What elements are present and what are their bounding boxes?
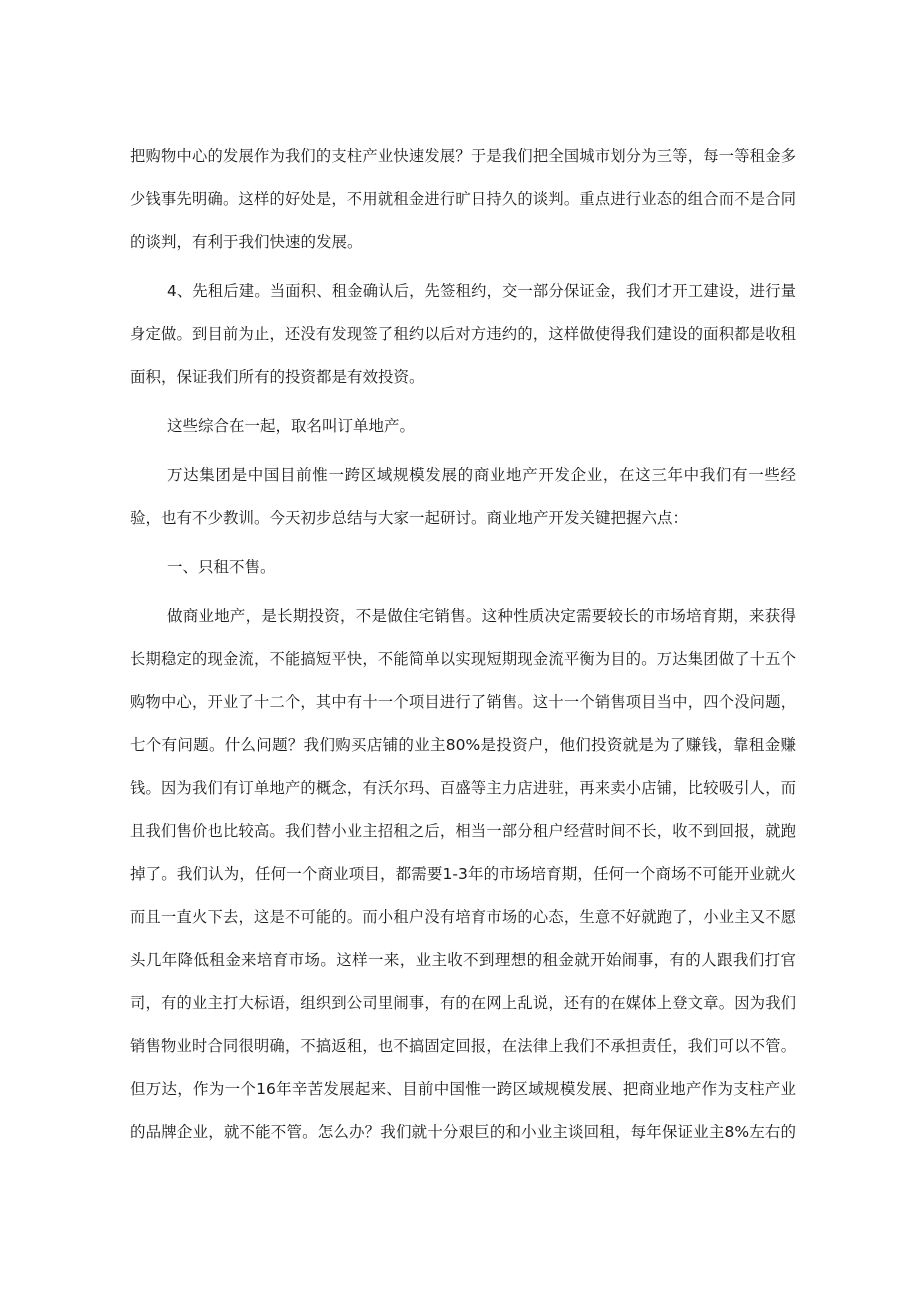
- paragraph-line: 万达集团是中国目前惟一跨区域规模发展的商业地产开发企业，在这三年中我们有一些经: [167, 466, 796, 484]
- paragraph-line: 验，也有不少教训。今天初步总结与大家一起研讨。商业地产开发关键把握六点：: [130, 509, 689, 527]
- paragraph-line: 头几年降低租金来培育市场。这样一来，业主收不到理想的租金就开始闹事，有的人跟我们打官: [130, 951, 796, 969]
- paragraph-line: 的品牌企业，就不能不管。怎么办？我们就十分艰巨的和小业主谈回租，每年保证业主8%左右的: [130, 1123, 796, 1141]
- paragraph-line: 掉了。我们认为，任何一个商业项目，都需要1-3年的市场培育期，任何一个商场不可能开业就火: [130, 865, 796, 883]
- paragraph-line: 销售物业时合同很明确，不搞返租，也不搞固定回报，在法律上我们不承担责任，我们可以不管。: [130, 1037, 796, 1055]
- paragraph-line: 做商业地产，是长期投资，不是做住宅销售。这种性质决定需要较长的市场培育期，来获得: [167, 607, 796, 625]
- paragraph-line: 4、先租后建。当面积、租金确认后，先签租约，交一部分保证金，我们才开工建设，进行量: [167, 282, 796, 300]
- paragraph-line: 购物中心，开业了十二个，其中有十一个项目进行了销售。这十一个销售项目当中，四个没问题，: [130, 693, 796, 711]
- paragraph-line: 但万达，作为一个16年辛苦发展起来、目前中国惟一跨区域规模发展、把商业地产作为支柱产业: [130, 1080, 796, 1098]
- paragraph-line: 司，有的业主打大标语，组织到公司里闹事，有的在网上乱说，还有的在媒体上登文章。因为我们: [130, 994, 796, 1012]
- paragraph-line: 且我们售价也比较高。我们替小业主招租之后，相当一部分租户经营时间不长，收不到回报，就跑: [130, 822, 796, 840]
- paragraph-line: 的谈判，有利于我们快速的发展。: [130, 233, 363, 251]
- paragraph-line: 钱。因为我们有订单地产的概念，有沃尔玛、百盛等主力店进驻，再来卖小店铺，比较吸引人，而: [130, 779, 796, 797]
- paragraph-line: 长期稳定的现金流，不能搞短平快，不能简单以实现短期现金流平衡为目的。万达集团做了十五个: [130, 650, 796, 668]
- paragraph-line: 七个有问题。什么问题？我们购买店铺的业主80%是投资户，他们投资就是为了赚钱，靠租金赚: [130, 736, 796, 754]
- paragraph-line: 身定做。到目前为止，还没有发现签了租约以后对方违约的，这样做使得我们建设的面积都是收租: [130, 325, 796, 343]
- paragraph-line: 而且一直火下去，这是不可能的。而小租户没有培育市场的心态，生意不好就跑了，小业主又不愿: [130, 908, 796, 926]
- section-heading: 一、只租不售。: [167, 558, 276, 576]
- paragraph-line: 面积，保证我们所有的投资都是有效投资。: [130, 368, 425, 386]
- paragraph-line: 少钱事先明确。这样的好处是，不用就租金进行旷日持久的谈判。重点进行业态的组合而不是合同: [130, 190, 796, 208]
- paragraph-line: 把购物中心的发展作为我们的支柱产业快速发展？于是我们把全国城市划分为三等，每一等租金多: [130, 147, 796, 165]
- paragraph-line: 这些综合在一起，取名叫订单地产。: [167, 417, 416, 435]
